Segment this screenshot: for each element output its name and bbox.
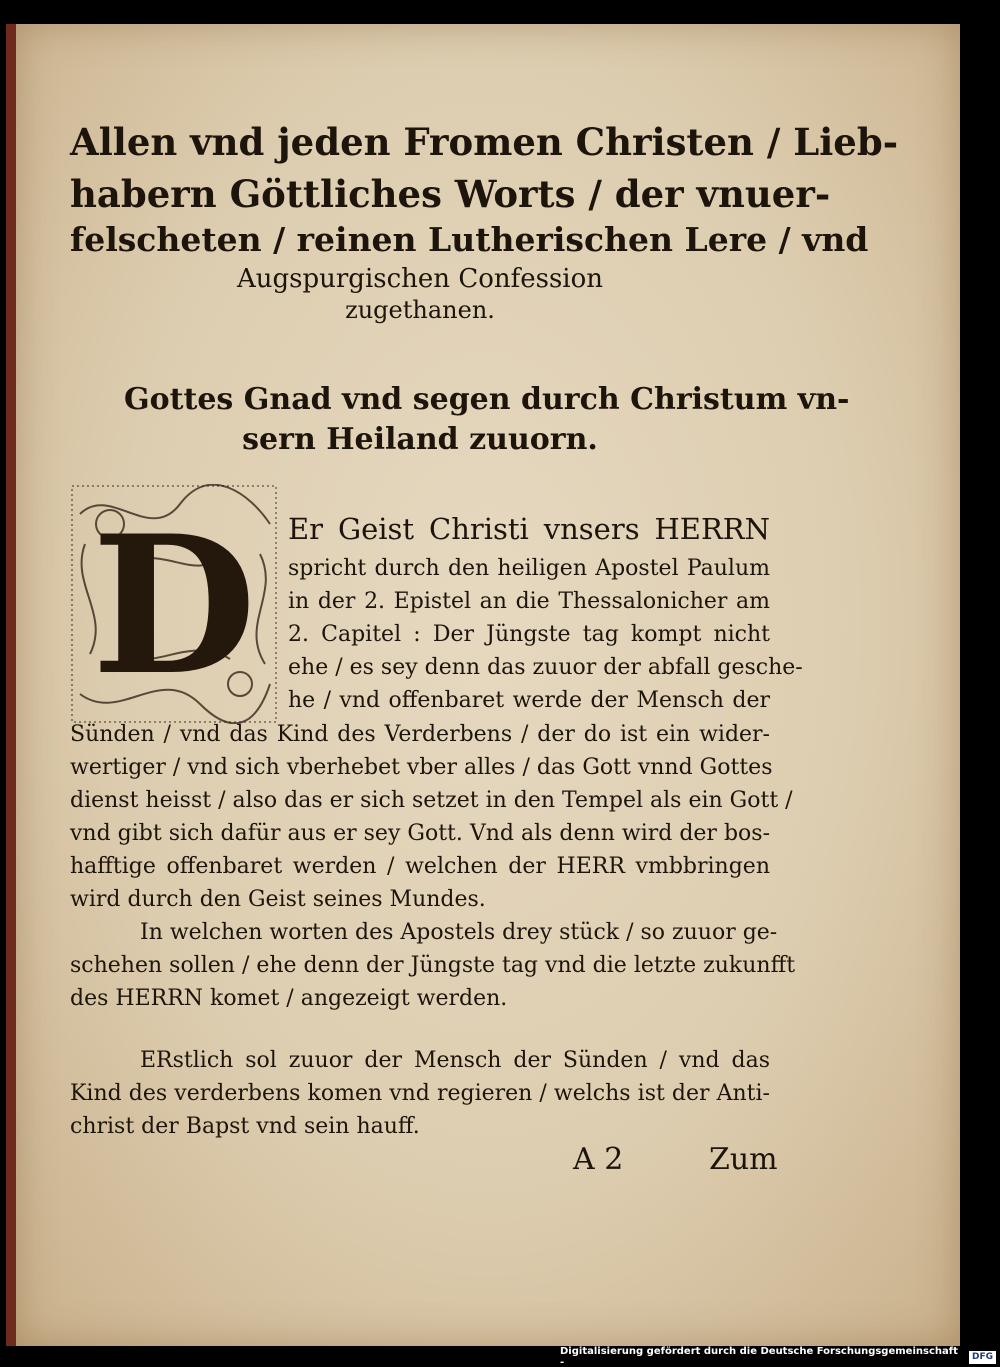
catchword: Zum	[709, 1142, 778, 1177]
body-line-5: ehe / es sey denn das zuuor der abfall gesche-	[288, 655, 803, 680]
body-line-6: he / vnd offenbaret werde der Mensch der	[288, 688, 770, 713]
greeting-line-1: Gottes Gnad vnd segen durch Christum vn-	[124, 382, 850, 417]
body-line-4: 2. Capitel : Der Jüngste tag kompt nicht	[288, 622, 770, 647]
body-line-9: dienst heisst / also das er sich setzet in den Tempel als ein Gott /	[70, 788, 793, 813]
body-line-16: ERstlich sol zuuor der Mensch der Sünden / vnd das	[140, 1048, 770, 1073]
digitization-credit	[560, 1346, 996, 1367]
body-line-15: des HERRN komet / angezeigt werden.	[70, 986, 508, 1011]
heading-line-3: felscheten / reinen Lutherischen Lere / vnd	[70, 220, 869, 259]
greeting-line-2: sern Heiland zuuorn.	[242, 422, 598, 457]
body-line-10: vnd gibt sich dafür aus er sey Gott. Vnd als denn wird der bos-	[70, 821, 770, 846]
heading-line-1: Allen vnd jeden Fromen Christen / Lieb-	[70, 120, 899, 164]
heading-line-5: zugethanen.	[345, 296, 495, 324]
body-line-2: spricht durch den heiligen Apostel Paulum	[288, 556, 770, 581]
body-line-3: in der 2. Epistel an die Thessalonicher am	[288, 589, 770, 614]
body-line-1: Er Geist Christi vnsers HERRN	[288, 512, 770, 546]
heading-line-4: Augspurgischen Confession	[236, 264, 604, 294]
body-line-8: wertiger / vnd sich vberhebet vber alles / das Gott vnnd Gottes	[70, 755, 773, 780]
body-line-7: Sünden / vnd das Kind des Verderbens / der do ist ein wider-	[70, 722, 770, 747]
body-line-11: hafftige offenbaret werden / welchen der HERR vmbbringen	[70, 854, 770, 879]
body-line-12: wird durch den Geist seines Mundes.	[70, 887, 486, 912]
initial-letter-glyph: D	[91, 494, 257, 717]
body-line-18: christ der Bapst vnd sein hauff.	[70, 1114, 420, 1139]
book-page	[6, 24, 960, 1346]
credit-text: Digitalisierung gefördert durch die Deutsche Forschungsgemeinschaft -	[560, 1346, 958, 1367]
body-line-14: schehen sollen / ehe denn der Jüngste tag vnd die letzte zukunfft	[70, 953, 796, 978]
body-line-17: Kind des verderbens komen vnd regieren / welchs ist der Anti-	[70, 1081, 770, 1106]
heading-line-2: habern Göttliches Worts / der vnuer-	[70, 172, 831, 216]
signature-mark: A 2	[573, 1142, 624, 1177]
decorated-initial-letter	[70, 484, 278, 724]
body-line-13: In welchen worten des Apostels drey stück / so zuuor ge-	[140, 920, 778, 945]
dfg-logo: DFG	[969, 1351, 996, 1364]
